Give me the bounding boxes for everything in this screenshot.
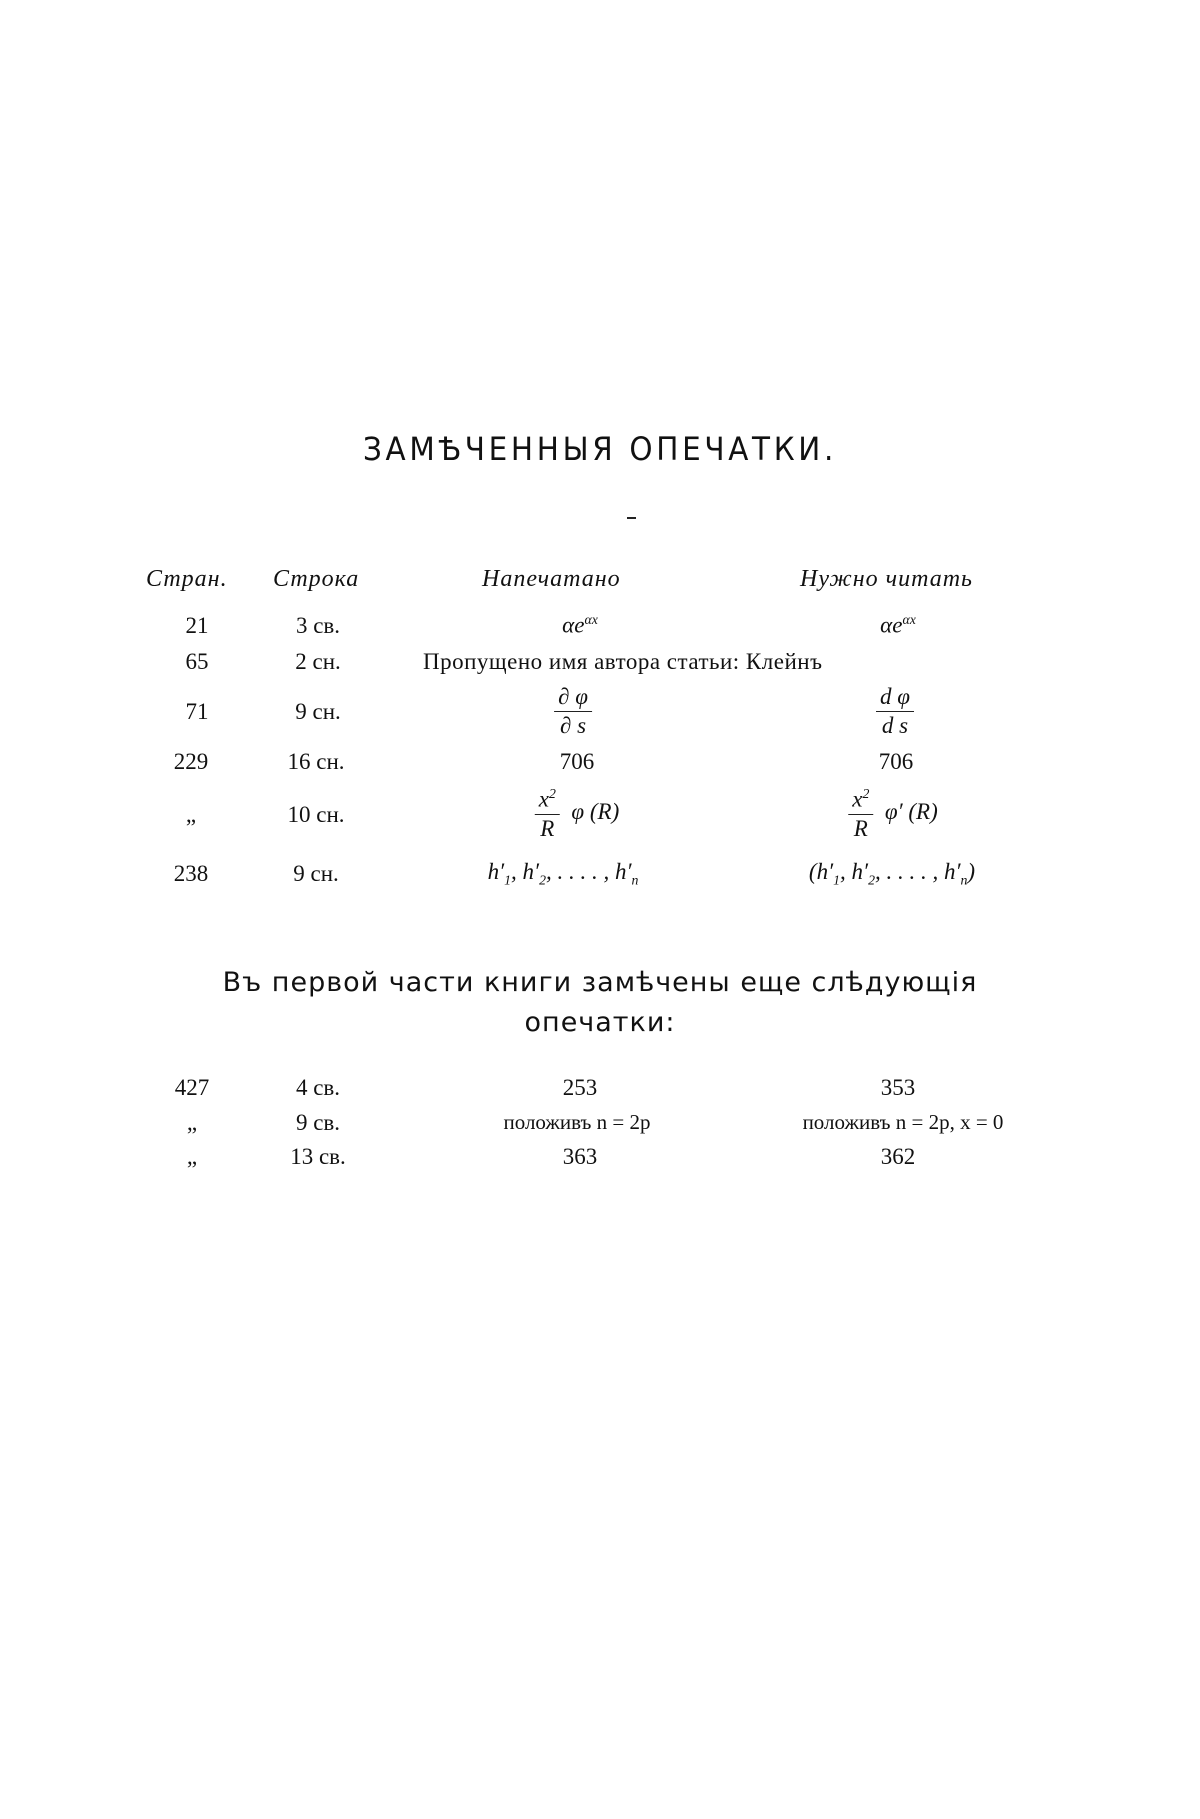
row-line: 10 сн.: [287, 802, 345, 827]
row-page: 229: [173, 749, 209, 774]
page-title: ЗАМѢЧЕННЫЯ ОПЕЧАТКИ.: [362, 430, 838, 468]
row-read-formula: $\alpha e^{\alpha x}$: [880, 612, 916, 638]
row-line: 4 св.: [295, 1075, 341, 1100]
row-read-formula: $\frac{\text{d φ}}{\text{d s}}$: [876, 684, 914, 739]
row-read: 706: [878, 749, 914, 774]
row-printed-formula: $\frac{x^2}{R}$ φ (R): [535, 786, 619, 842]
section-subheading: [0, 963, 1200, 1043]
row-printed-formula: $\frac{\partial \varphi}{\partial s}$: [554, 684, 592, 739]
row-line: 2 сн.: [295, 649, 341, 674]
row-read: 362: [880, 1144, 916, 1169]
row-read: положивъ n = 2p, x = 0: [802, 1110, 1004, 1134]
row-line: 9 св.: [295, 1110, 341, 1135]
row-page: 71: [185, 699, 209, 724]
header-printed: Напечатано: [482, 566, 621, 592]
row-printed-formula: $\alpha e^{\alpha x}$: [562, 612, 598, 638]
row-page: „: [185, 802, 197, 827]
row-printed: 706: [559, 749, 595, 774]
subheading-line: опечатки:: [524, 1007, 676, 1038]
header-line: Строка: [273, 566, 360, 592]
row-page: „: [186, 1110, 198, 1135]
row-printed: 363: [562, 1144, 598, 1169]
row-read-formula: ($h'_1$, $h'_2$, . . . . , $h'_n$): [808, 859, 976, 888]
row-line: 13 св.: [290, 1144, 346, 1169]
row-line: 3 св.: [295, 613, 341, 638]
row-line: 9 сн.: [293, 861, 339, 886]
row-page: 21: [185, 613, 209, 638]
row-printed-formula: $h'_1$, $h'_2$, . . . . , $h'_n$: [487, 859, 639, 888]
header-read: Нужно читать: [800, 566, 973, 592]
row-page: 238: [173, 861, 209, 886]
row-line: 9 сн.: [295, 699, 341, 724]
row-page: 65: [185, 649, 209, 674]
row-read: 353: [880, 1075, 916, 1100]
row-printed: положивъ n = 2p: [503, 1110, 651, 1134]
row-printed: 253: [562, 1075, 598, 1100]
row-page: 427: [174, 1075, 210, 1100]
row-line: 16 сн.: [287, 749, 345, 774]
row-page: „: [186, 1144, 198, 1169]
title-divider: [627, 517, 636, 519]
subheading-line: Въ первой части книги замѣчены еще слѣдующія: [222, 967, 978, 998]
row-read-formula: $\frac{x^2}{R}$ φ′ (R): [848, 786, 938, 842]
row-note: Пропущено имя автора статьи: Клейнъ: [423, 649, 823, 674]
header-page: Стран.: [146, 566, 228, 592]
